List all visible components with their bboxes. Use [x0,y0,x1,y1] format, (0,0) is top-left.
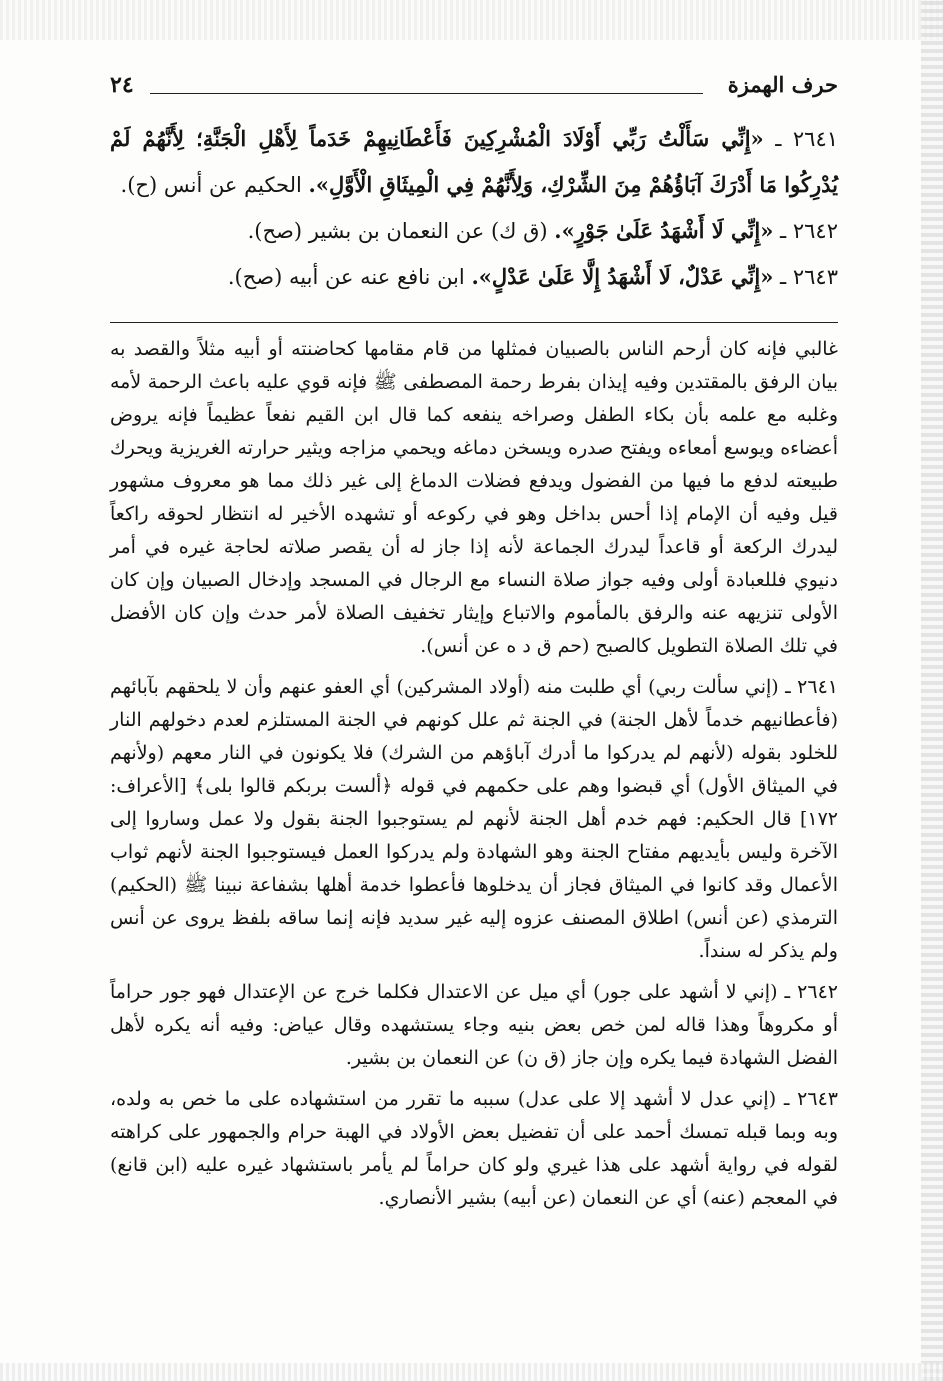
scan-border-right [921,0,943,1381]
commentary-separator [110,322,838,323]
hadith-2641 [110,116,838,208]
hadith-number: ٢٦٤٣ ـ [780,265,838,289]
commentary-paragraph: ٢٦٤٣ ـ (إني عدل لا أشهد إلا على عدل) سببه ما تقرر من استشهاده على ما خص به ولده، وبه وبما قبله تمسك أحمد على أن تفضيل بعض الأولاد في الهبة حرام والجمهور على كراهته لقوله في رواية أشهد على هذا غيري ولو كان حراماً لم يأمر باستشهاد غيره عليه (ابن قانع) في المعجم (عنه) أي عن النعمان (عن أبيه) بشير الأنصاري. [110,1088,838,1209]
hadith-number: ٢٦٤٢ ـ [780,219,838,243]
commentary-paragraph: غالبي فإنه كان أرحم الناس بالصبيان فمثلها من قام مقامها كحاضنته أو أبيه مثلاً والقصد به بيان الرفق بالمقتدين وفيه إيذان بفرط رحمة المصطفى ﷺ فإنه قوي عليه باعث الرحمة لأمه وغلبه مع علمه بأن بكاء الطفل وصراخه ينفعه كما قال ابن القيم نفعاً عظيماً فإنه يروض أعضاءه ويوسع أمعاءه ويفتح صدره ويسخن دماغه ويحمي مزاجه ويثير حرارته الغريزية ويحرك طبيعته لدفع ما فيها من الفضول ويدفع فضلات الدماغ إلى غير ذلك مما هو معروف مشهور قيل وفيه أن الإمام إذا أحس بداخل وهو في ركوعه أو تشهده الأخير له انتظار لحوقه راكعاً ليدرك الركعة أو قاعداً ليدرك الجماعة لأنه إذا جاز له أن يقصر صلاته لحاجة غيره في أمر دنيوي فللعبادة أولى وفيه جواز صلاة النساء مع الرجال في المسجد وإدخال الصبيان وإن كان الأولى تنزيهه عنه والرفق بالمأموم والاتباع وإيثار تخفيف الصلاة لأمر حدث وإن كان الأفضل في تلك الصلاة التطويل كالصبح (حم ق د ه عن أنس). [110,338,838,657]
hadith-2642 [110,208,838,254]
commentary-paragraph: ٢٦٤٢ ـ (إني لا أشهد على جور) أي ميل عن الاعتدال فكلما خرج عن الإعتدال فهو جور حراماً أو مكروهاً وهذا قاله لمن خص بعض بنيه وجاء يستشهده وقال عياض: وفيه أنه يكره لأهل الفضل الشهادة فيما يكره وإن جاز (ق ن) عن النعمان بن بشير. [110,981,838,1069]
commentary-paragraph: ٢٦٤١ ـ (إني سألت ربي) أي طلبت منه (أولاد المشركين) أي العفو عنهم وأن لا يلحقهم بآبائهم (فأعطانيهم خدماً لأهل الجنة) في الجنة ثم علل كونهم في الجنة المستلزم لعدم دخولهم النار للخلود بقوله (لأنهم لم يدركوا ما أدرك آباؤهم من الشرك) فلا يكونون في النار معهم (ولأنهم في الميثاق الأول) أي قبضوا وهم على حكمهم في قوله ﴿ألست بربكم قالوا بلى﴾ [الأعراف: ١٧٢] قال الحكيم: فهم خدم أهل الجنة لأنهم لم يستوجبوا الجنة بقول ولا عمل وساروا إلى الآخرة وليس بأيديهم مفتاح الجنة وهو الشهادة ولم يدركوا العمل فيستوجبوا الجنة لأنهم ثواب الأعمال وقد كانوا في الميثاق فجاز أن يدخلوها فأعطوا خدمة أهلها بشفاعة نبينا ﷺ (الحكيم) الترمذي (عن أنس) اطلاق المصنف عزوه إليه غير سديد فإنه إنما ساقه بلفظ يروى عن أنس ولم يذكر له سنداً. [110,676,838,962]
running-header [110,72,838,106]
hadith-text: «إِنِّي عَدْلٌ، لَا أَشْهَدُ إِلَّا عَلَىٰ عَدْلٍ». [471,264,774,289]
hadith-source: الحكيم عن أنس (ح). [120,173,302,197]
scan-border-bottom [0,1363,943,1381]
hadith-2643 [110,254,838,300]
hadith-text: «إِنِّي سَأَلْتُ رَبِّي أَوْلَادَ الْمُشْرِكِينَ فَأَعْطَانِيهِمْ خَدَماً لِأَهْلِ الْجَنَّةِ؛ لِأَنَّهُمْ لَمْ يُدْرِكُوا مَا أَدْرَكَ آبَاؤُهُمْ مِنَ الشِّرْكِ، وَلِأَنَّهُمْ فِي الْمِيثَاقِ الْأَوَّلِ». [110,126,838,197]
header-rule [150,93,703,94]
hadith-text: «إِنِّي لَا أَشْهَدُ عَلَىٰ جَوْرٍ». [554,218,774,243]
book-page [110,72,838,1223]
hadith-source: (ق ك) عن النعمان بن بشير (صح). [247,219,548,243]
page-number: ٢٤ [110,72,134,98]
hadith-source: ابن نافع عنه عن أبيه (صح). [227,265,465,289]
hadith-number: ٢٦٤١ ـ [775,127,839,151]
chapter-title: حرف الهمزة [727,72,838,97]
scan-border-top [0,0,943,40]
